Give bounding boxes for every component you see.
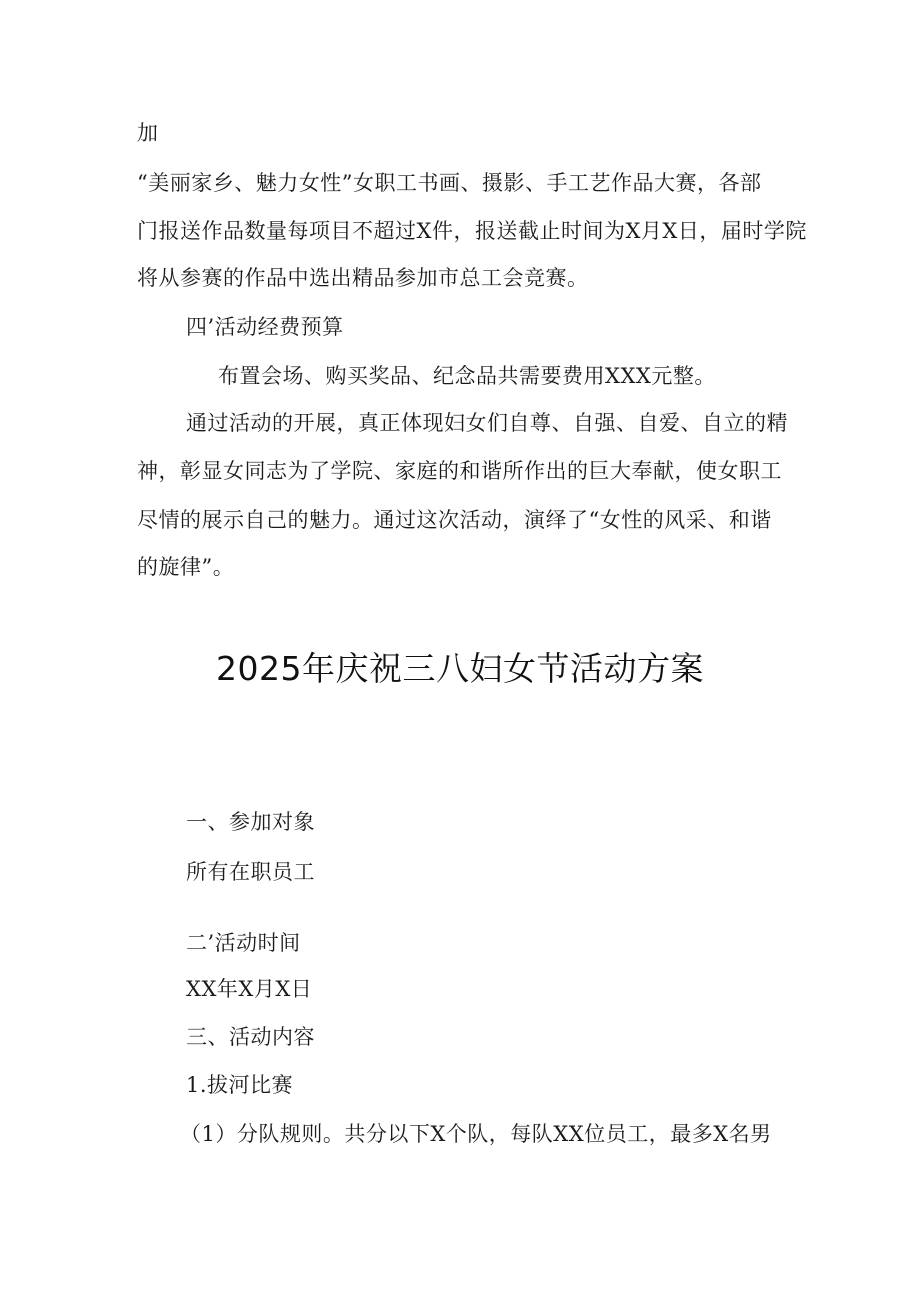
paragraph-line: 加 — [137, 121, 159, 145]
section-heading-participants: 一、参加对象 — [186, 810, 315, 834]
content-item-heading: 1.拔河比赛 — [186, 1073, 294, 1097]
time-text: XX年X月X日 — [186, 977, 313, 1001]
paragraph-line: 将从参赛的作品中选出精品参加市总工会竞赛。 — [137, 266, 589, 290]
document-title: 2025年庆祝三八妇女节活动方案 — [216, 649, 704, 688]
section-heading-content: 三、活动内容 — [186, 1025, 315, 1049]
budget-text: 布置会场、购买奖品、纪念品共需要费用XXX元整。 — [218, 364, 716, 388]
content-item-rule: （1）分队规则。共分以下X个队，每队XX位员工，最多X名男 — [180, 1122, 772, 1146]
section-heading-budget: 四’活动经费预算 — [186, 315, 344, 339]
paragraph-line: 门报送作品数量每项目不超过X件，报送截止时间为X月X日，届时学院 — [137, 219, 807, 243]
participants-text: 所有在职员工 — [186, 860, 315, 884]
summary-line: 尽情的展示自己的魅力。通过这次活动，演绎了“女性的风采、和谐 — [137, 508, 772, 532]
summary-line: 通过活动的开展，真正体现妇女们自尊、自强、自爱、自立的精 — [186, 411, 788, 435]
section-heading-time: 二’活动时间 — [186, 931, 301, 955]
summary-line: 的旋律”。 — [137, 555, 235, 579]
summary-line: 神，彰显女同志为了学院、家庭的和谐所作出的巨大奉献，使女职工 — [137, 459, 782, 483]
paragraph-line: “美丽家乡、魅力女性”女职工书画、摄影、手工艺作品大赛，各部 — [137, 171, 762, 195]
